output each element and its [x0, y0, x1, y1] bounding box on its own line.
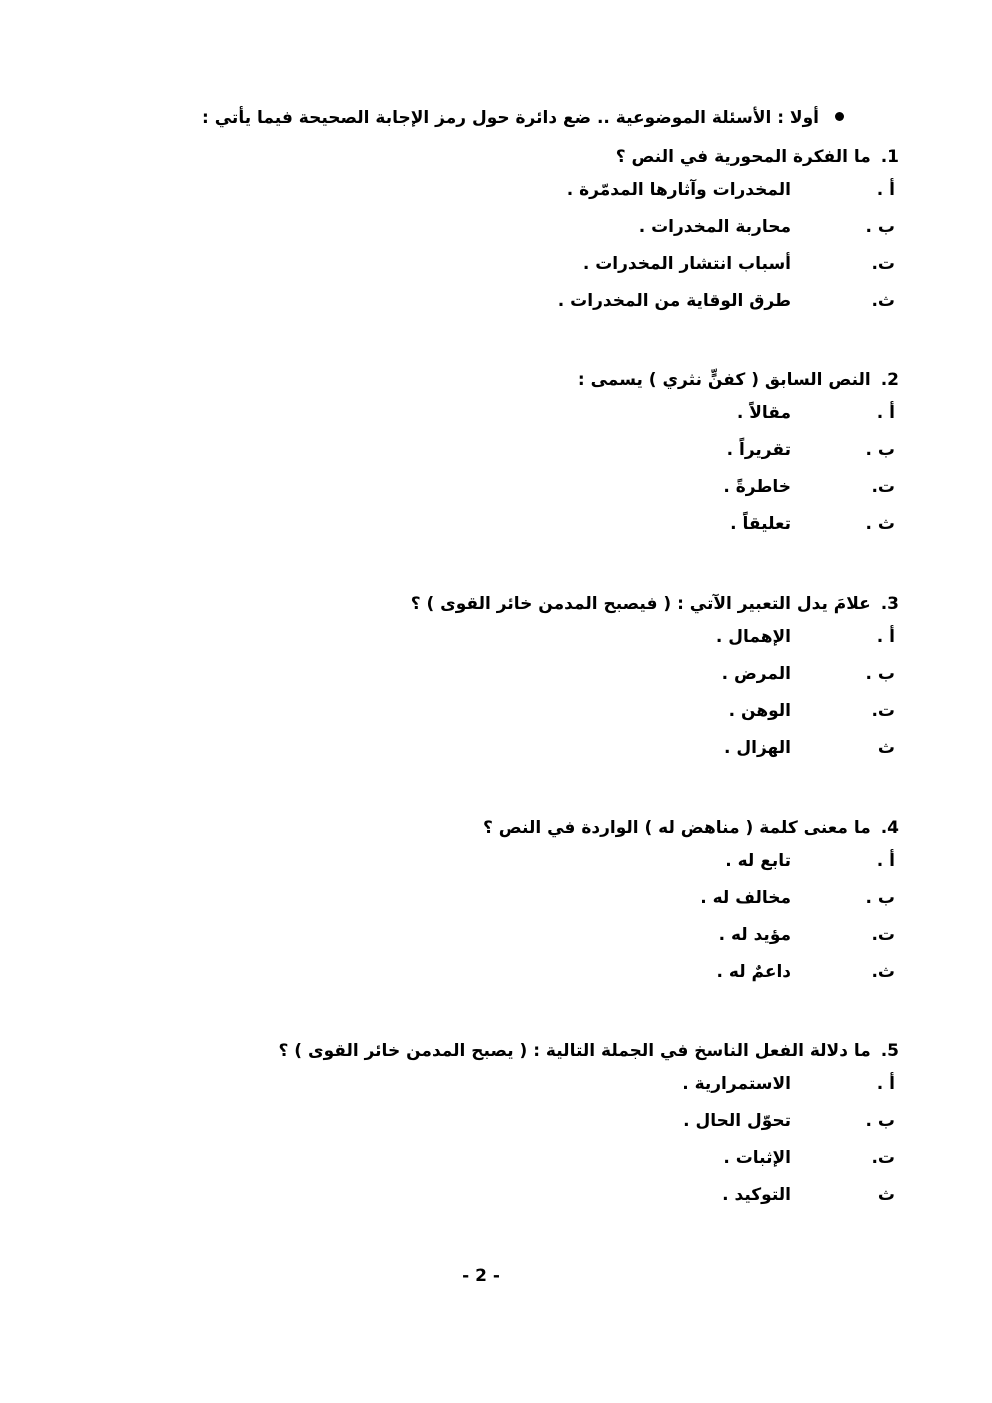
- option-text: الإهمال .: [715, 627, 791, 647]
- option-b[interactable]: [259, 208, 899, 245]
- option-c[interactable]: [259, 916, 899, 953]
- option-d[interactable]: [259, 953, 899, 990]
- option-letter: ت.: [871, 701, 895, 721]
- instruction-text: أولا : الأسئلة الموضوعية .. ضع دائرة حول رمز الإجابة الصحيحة فيما يأتي :: [202, 108, 819, 128]
- option-text: داعمٌ له .: [716, 962, 791, 982]
- option-b[interactable]: [259, 431, 899, 468]
- question-2: [259, 366, 899, 542]
- option-letter: ب .: [865, 664, 895, 684]
- option-text: مخالف له .: [700, 888, 791, 908]
- option-letter: ث.: [871, 291, 895, 311]
- option-letter: أ .: [876, 851, 895, 871]
- bullet-icon: [835, 112, 844, 121]
- option-a[interactable]: [259, 171, 899, 208]
- option-text: الوهن .: [728, 701, 791, 721]
- question-1: [259, 143, 899, 319]
- question-number: 5.: [880, 1041, 899, 1061]
- question-prompt: علامَ يدل التعبير الآتي : ( فيصبح المدمن خائر القوى ) ؟: [410, 594, 871, 614]
- option-letter: ث: [877, 738, 895, 758]
- option-c[interactable]: [259, 692, 899, 729]
- option-c[interactable]: [259, 1139, 899, 1176]
- section-instruction: [202, 104, 844, 132]
- option-letter: ت.: [871, 254, 895, 274]
- question-number: 2.: [880, 370, 899, 390]
- option-text: الهزال .: [724, 738, 791, 758]
- option-a[interactable]: [259, 618, 899, 655]
- option-b[interactable]: [259, 655, 899, 692]
- option-text: تابع له .: [725, 851, 791, 871]
- option-letter: ب .: [865, 1111, 895, 1131]
- option-text: الاستمرارية .: [682, 1074, 791, 1094]
- option-b[interactable]: [259, 879, 899, 916]
- option-d[interactable]: [259, 729, 899, 766]
- option-letter: ت.: [871, 925, 895, 945]
- option-text: المخدرات وآثارها المدمّرة .: [566, 180, 791, 200]
- option-text: خاطرةً .: [723, 477, 791, 497]
- option-letter: ث: [877, 1185, 895, 1205]
- option-letter: ت.: [871, 477, 895, 497]
- options-list: [259, 1065, 899, 1213]
- option-text: محاربة المخدرات .: [638, 217, 791, 237]
- option-text: الإثبات .: [723, 1148, 791, 1168]
- option-d[interactable]: [259, 1176, 899, 1213]
- question-prompt: النص السابق ( كفنٍّ نثري ) يسمى :: [577, 370, 871, 390]
- options-list: [259, 618, 899, 766]
- option-d[interactable]: [259, 505, 899, 542]
- question-number: 4.: [880, 818, 899, 838]
- question-number: 1.: [880, 147, 899, 167]
- question-5: [259, 1037, 899, 1213]
- option-text: تقريراً .: [726, 440, 791, 460]
- options-list: [259, 171, 899, 319]
- option-text: أسباب انتشار المخدرات .: [582, 254, 791, 274]
- option-letter: ب .: [865, 440, 895, 460]
- option-letter: أ .: [876, 627, 895, 647]
- option-text: التوكيد .: [722, 1185, 791, 1205]
- options-list: [259, 394, 899, 542]
- question-number: 3.: [880, 594, 899, 614]
- option-c[interactable]: [259, 468, 899, 505]
- option-text: تحوّل الحال .: [683, 1111, 791, 1131]
- option-b[interactable]: [259, 1102, 899, 1139]
- page-number: - 2 -: [462, 1266, 500, 1286]
- option-text: طرق الوقاية من المخدرات .: [557, 291, 791, 311]
- option-a[interactable]: [259, 842, 899, 879]
- option-text: مقالاً .: [736, 403, 791, 423]
- option-letter: أ .: [876, 1074, 895, 1094]
- option-d[interactable]: [259, 282, 899, 319]
- question-5-text: [259, 1037, 899, 1065]
- option-letter: ث.: [871, 962, 895, 982]
- question-4-text: [259, 814, 899, 842]
- question-prompt: ما دلالة الفعل الناسخ في الجملة التالية : ( يصبح المدمن خائر القوى ) ؟: [278, 1041, 871, 1061]
- question-prompt: ما معنى كلمة ( مناهض له ) الواردة في النص ؟: [483, 818, 871, 838]
- question-2-text: [259, 366, 899, 394]
- option-a[interactable]: [259, 1065, 899, 1102]
- option-letter: ب .: [865, 217, 895, 237]
- option-text: المرض .: [721, 664, 791, 684]
- option-letter: ت.: [871, 1148, 895, 1168]
- question-3: [259, 590, 899, 766]
- option-c[interactable]: [259, 245, 899, 282]
- option-a[interactable]: [259, 394, 899, 431]
- option-text: تعليقاً .: [730, 514, 791, 534]
- option-letter: ب .: [865, 888, 895, 908]
- option-letter: أ .: [876, 403, 895, 423]
- question-prompt: ما الفكرة المحورية في النص ؟: [615, 147, 871, 167]
- question-4: [259, 814, 899, 990]
- option-text: مؤيد له .: [718, 925, 791, 945]
- options-list: [259, 842, 899, 990]
- question-3-text: [259, 590, 899, 618]
- question-1-text: [259, 143, 899, 171]
- option-letter: أ .: [876, 180, 895, 200]
- option-letter: ث .: [865, 514, 895, 534]
